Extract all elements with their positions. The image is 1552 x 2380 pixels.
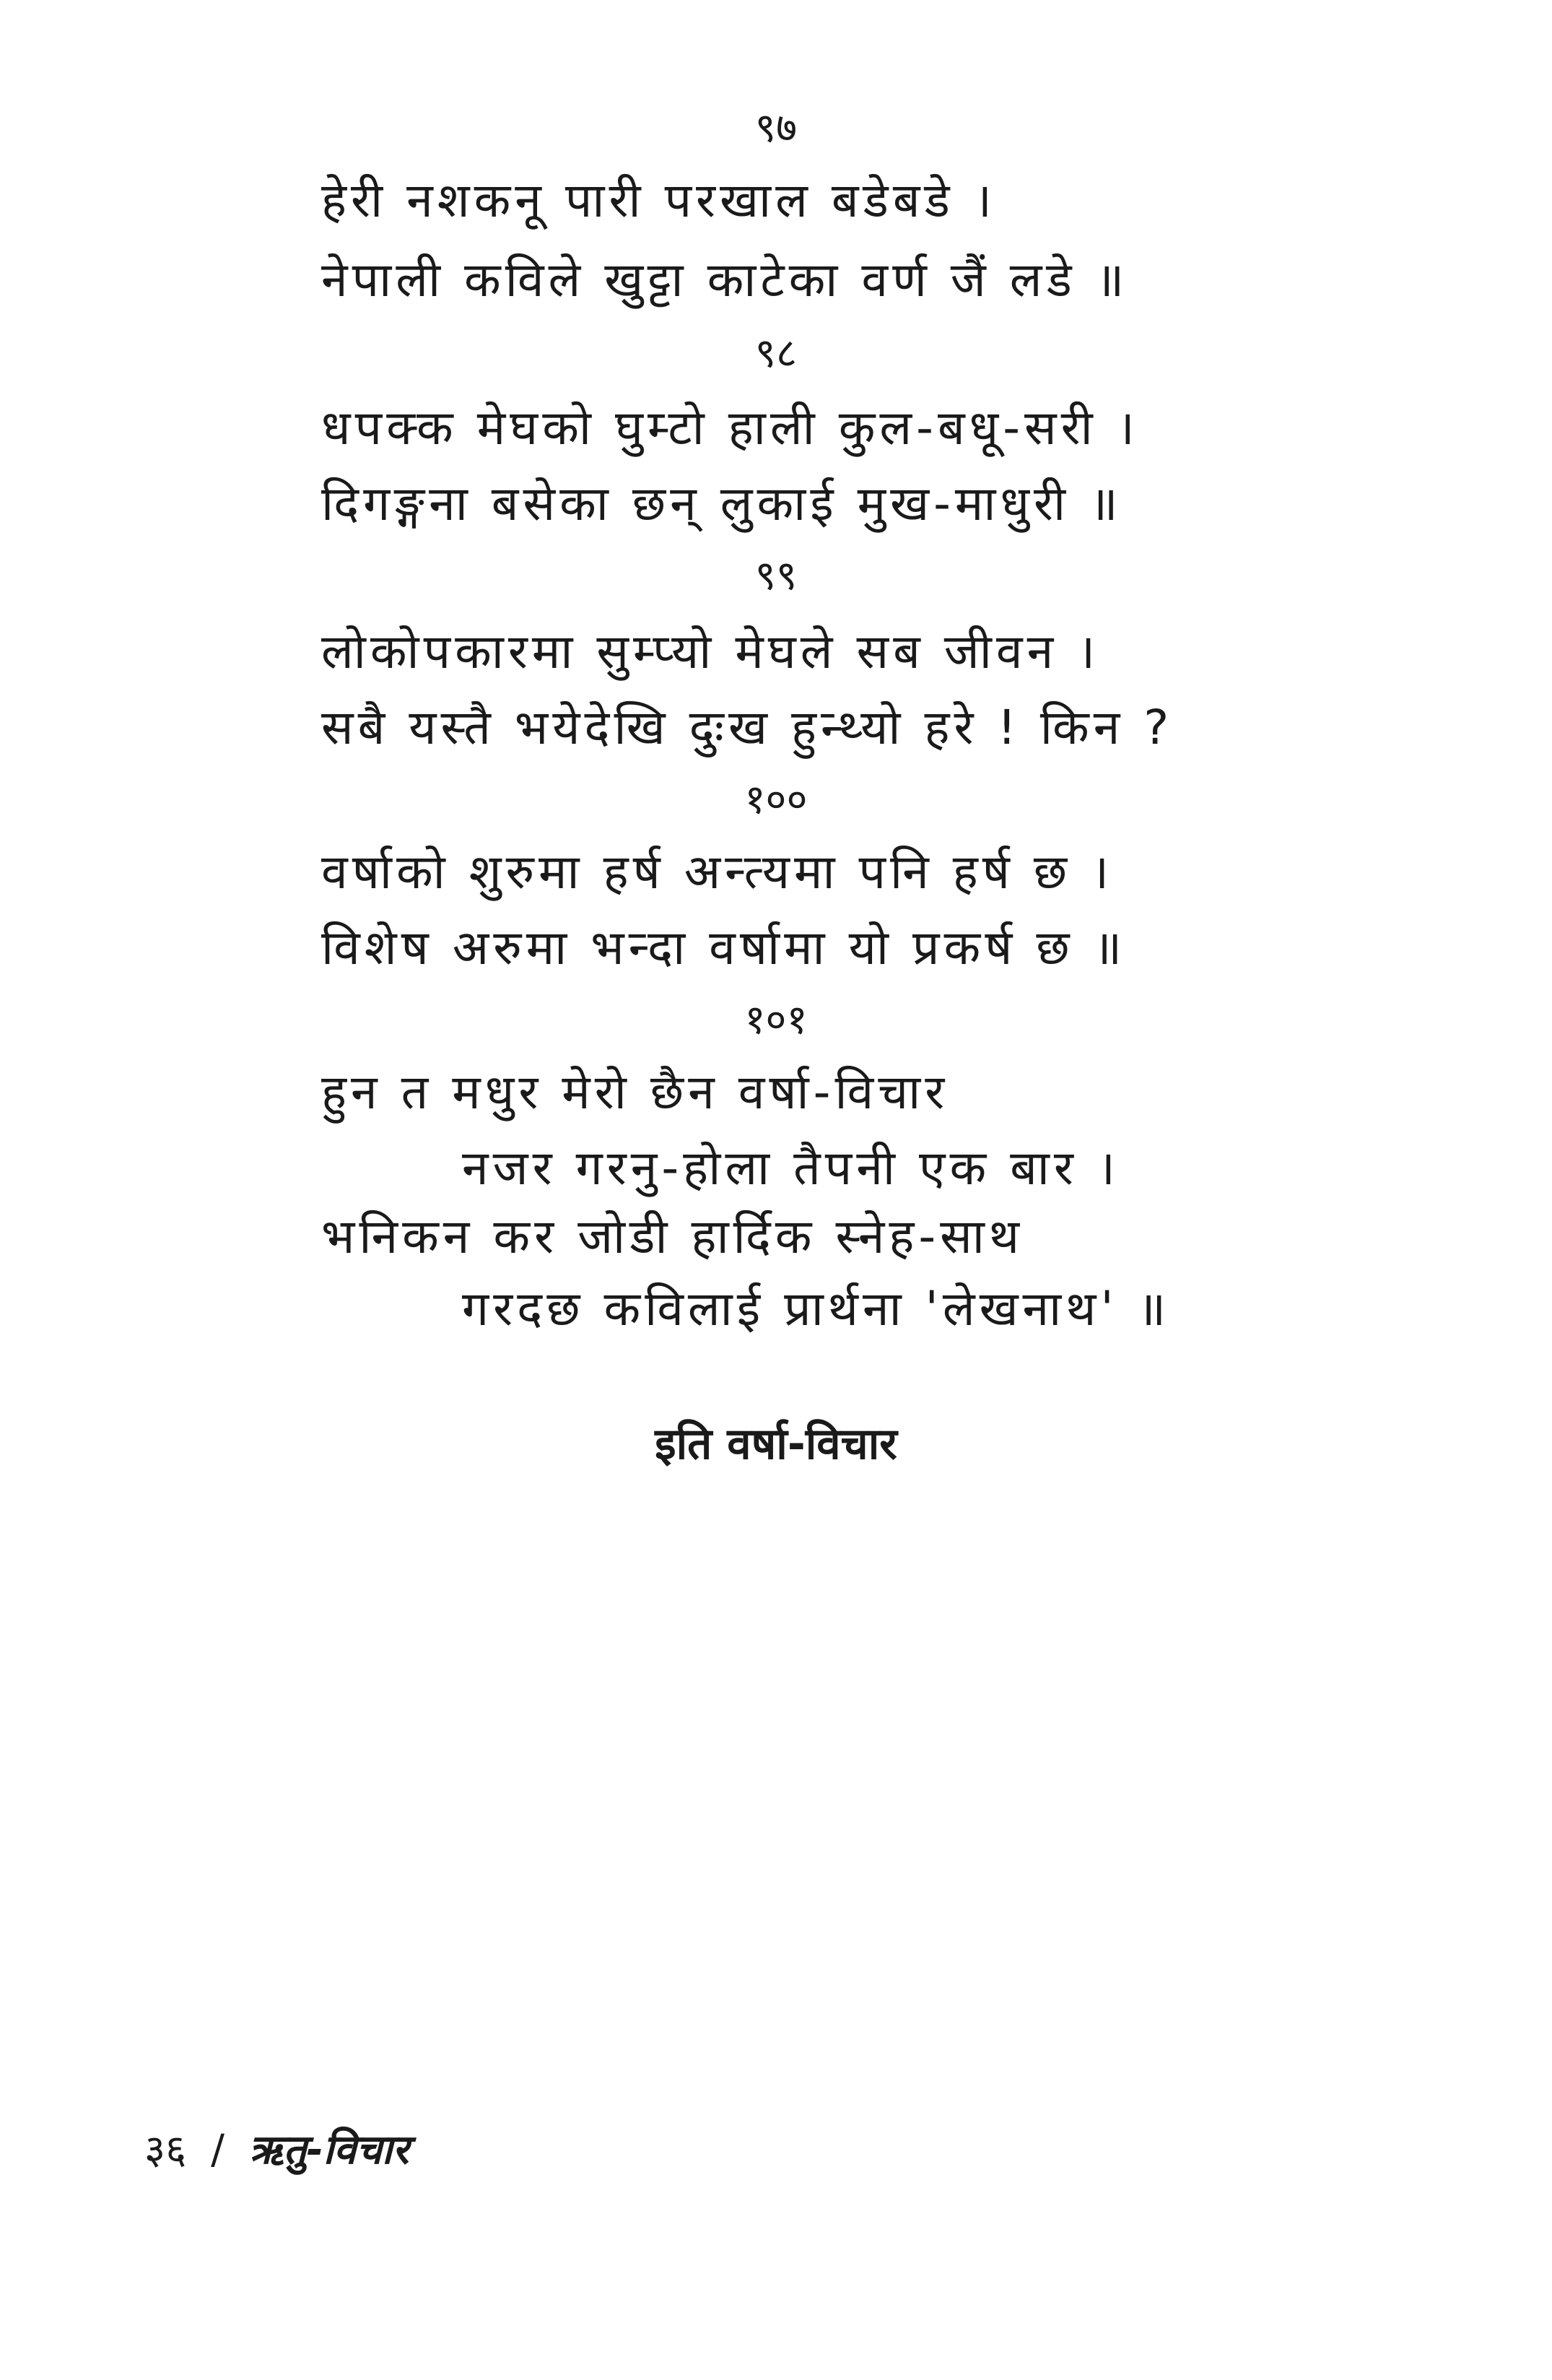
footer-separator: / [211, 2127, 224, 2173]
verse-line: भनिकन कर जोडी हार्दिक स्नेह-साथ [321, 1209, 1024, 1264]
verse-line: विशेष अरुमा भन्दा वर्षामा यो प्रकर्ष छ ॥ [321, 920, 1127, 976]
verse-line: लोकोपकारमा सुम्प्यो मेघले सब जीवन । [321, 624, 1100, 679]
book-title: ऋतु-विचार [248, 2127, 409, 2173]
page-number: ३६ [144, 2127, 187, 2173]
verse-line: दिगङ्गना बसेका छन् लुकाई मुख-माधुरी ॥ [321, 476, 1122, 531]
verse-line: हुन त मधुर मेरो छैन वर्षा-विचार [321, 1064, 949, 1120]
page-footer [144, 2127, 409, 2173]
verse-number: १०१ [744, 996, 808, 1043]
verse-line: धपक्क मेघको घुम्टो हाली कुल-बधू-सरी । [321, 400, 1139, 456]
colophon: इति वर्षा-विचार [655, 1419, 897, 1469]
verse-line: गरदछ कविलाई प्रार्थना 'लेखनाथ' ॥ [462, 1281, 1171, 1337]
verse-line: नेपाली कविले खुट्टा काटेका वर्ण जैं लडे ॥ [321, 252, 1129, 308]
verse-line: वर्षाको शुरुमा हर्ष अन्त्यमा पनि हर्ष छ । [321, 844, 1114, 900]
verse-line: नजर गरनु-होला तैपनी एक बार । [462, 1140, 1120, 1196]
verse-number: ९९ [754, 552, 798, 599]
verse-number: ९७ [754, 105, 798, 152]
verse-line: सबै यस्तै भयेदेखि दुःख हुन्थ्यो हरे ! किन ? [321, 700, 1174, 755]
verse-number: ९८ [754, 330, 798, 377]
verse-number: १०० [744, 776, 808, 823]
verse-line: हेरी नशकनू पारी परखाल बडेबडे । [321, 173, 996, 228]
